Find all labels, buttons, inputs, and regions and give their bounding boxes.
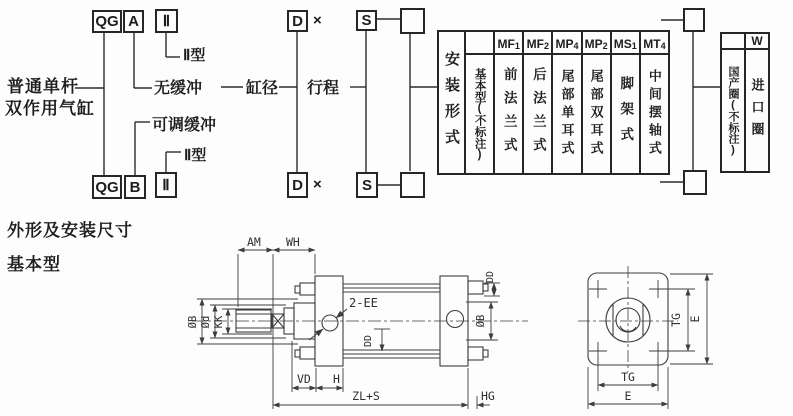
code-box-s-bottom: S (356, 172, 378, 198)
mounting-header-blank (466, 32, 493, 55)
mounting-header-mp4 (553, 32, 580, 55)
seal-column-imported (744, 34, 768, 171)
code-box-qg-bottom: QG (92, 175, 122, 199)
code-ms1: MS (613, 37, 632, 51)
dim-label-e-horizontal: E (624, 389, 632, 403)
mounting-column-mt4 (641, 32, 668, 173)
code-mf1: MF (497, 37, 515, 51)
mounting-header-mf1 (495, 32, 522, 55)
sub-mf2: 2 (544, 41, 550, 51)
mounting-column-mf1 (495, 32, 524, 173)
dim-label-h: H (333, 372, 340, 386)
code-box-b: B (124, 175, 146, 199)
product-label-line1: 普通单杆 (7, 77, 79, 96)
sub-mp2: 2 (602, 41, 608, 51)
code-mp4: MP (555, 37, 574, 51)
code-box-s-top: S (356, 10, 377, 31)
seal-header-blank (722, 34, 744, 50)
dim-label-wh: WH (286, 235, 300, 249)
type2-label-bottom: Ⅱ型 (184, 147, 207, 164)
code-mp2: MP (584, 37, 603, 51)
seal-type-table (720, 32, 770, 173)
port-label-2ee: 2-EE (349, 296, 378, 310)
times-sign-bottom: × (313, 176, 322, 193)
code-box-a: A (123, 10, 144, 33)
dim-label-phi-b-rear: ØB (475, 314, 487, 328)
sub-mp4: 4 (573, 41, 579, 51)
times-sign-top: × (313, 12, 322, 29)
dim-label-hg: HG (481, 389, 495, 403)
dim-label-vd: VD (297, 372, 311, 386)
mounting-column-basic (466, 32, 495, 173)
dim-label-e-vertical: E (688, 315, 702, 323)
mounting-column-mf2 (524, 32, 553, 173)
dim-label-tg-vertical: TG (669, 313, 683, 327)
code-mf2: MF (526, 37, 544, 51)
mounting-header-mt4 (641, 32, 668, 55)
dim-label-phi-d: Ød (200, 315, 212, 329)
code-mt4: MT (643, 37, 661, 51)
dim-label-phi-b: ØB (187, 315, 199, 329)
seal-header-w: W (746, 34, 768, 50)
dim-label-kk: KK (213, 315, 225, 329)
no-cushion-label: 无缓冲 (154, 80, 203, 97)
sub-mf1: 1 (514, 41, 520, 51)
type2-label-top: Ⅱ型 (183, 47, 206, 64)
dimension-labels (187, 235, 702, 403)
code-box-mount-top (400, 8, 425, 34)
mounting-name-mp4: 尾部单耳式 (559, 69, 575, 159)
code-box-seal-top (683, 8, 705, 32)
dim-label-zls: ZL+S (352, 389, 380, 403)
code-box-d-top: D (287, 10, 308, 32)
code-box-mount-bottom (400, 172, 425, 198)
mounting-name-mf1: 前法兰式 (501, 67, 517, 161)
code-box-ii-bottom: Ⅱ (155, 172, 177, 198)
mounting-column-mp2 (583, 32, 612, 173)
seal-name-domestic: 国产圈(不标注) (727, 65, 739, 156)
sub-ms1: 1 (631, 41, 637, 51)
code-box-d-bottom: D (287, 172, 308, 198)
mounting-name-ms1: 脚架式 (618, 75, 634, 153)
mounting-name-mt4: 中间摆轴式 (646, 69, 662, 159)
seal-column-domestic (722, 34, 744, 171)
mounting-header-mf2 (524, 32, 551, 55)
code-box-seal-bottom (683, 170, 707, 195)
dimension-section-title: 外形及安装尺寸 (7, 221, 133, 240)
mounting-column-mp4 (553, 32, 582, 173)
bore-label: 缸径 (246, 80, 279, 97)
seal-name-imported: 进口圈 (749, 77, 765, 144)
dimension-section-subtitle: 基本型 (7, 255, 61, 274)
dim-label-tg-horizontal: TG (621, 370, 635, 384)
product-label-line2: 双作用气缸 (5, 99, 95, 118)
mounting-style-table (437, 30, 670, 175)
code-box-ii-top: Ⅱ (155, 9, 178, 33)
mounting-name-mp2: 尾部双耳式 (588, 69, 604, 159)
dim-label-dd-mid: DD (363, 334, 374, 348)
mounting-column-ms1 (612, 32, 641, 173)
mounting-header-mp2 (583, 32, 610, 55)
adjustable-cushion-label: 可调缓冲 (152, 117, 217, 134)
side-view-dimensions (197, 250, 500, 409)
mounting-table-row-header (439, 32, 466, 173)
code-box-qg-top: QG (92, 10, 122, 33)
mounting-header-ms1 (612, 32, 639, 55)
end-view-drawing (578, 266, 678, 372)
dim-label-am: AM (247, 235, 261, 249)
mounting-name-basic: 基本型(不标注) (473, 67, 486, 161)
stroke-label: 行程 (307, 80, 340, 97)
mounting-row-header-text: 安装形式 (443, 50, 460, 155)
end-view-dimensions (588, 274, 713, 409)
mounting-name-mf2: 后法兰式 (530, 67, 546, 161)
sub-mt4: 4 (660, 41, 666, 51)
dim-label-dd-rear: DD (485, 270, 496, 284)
